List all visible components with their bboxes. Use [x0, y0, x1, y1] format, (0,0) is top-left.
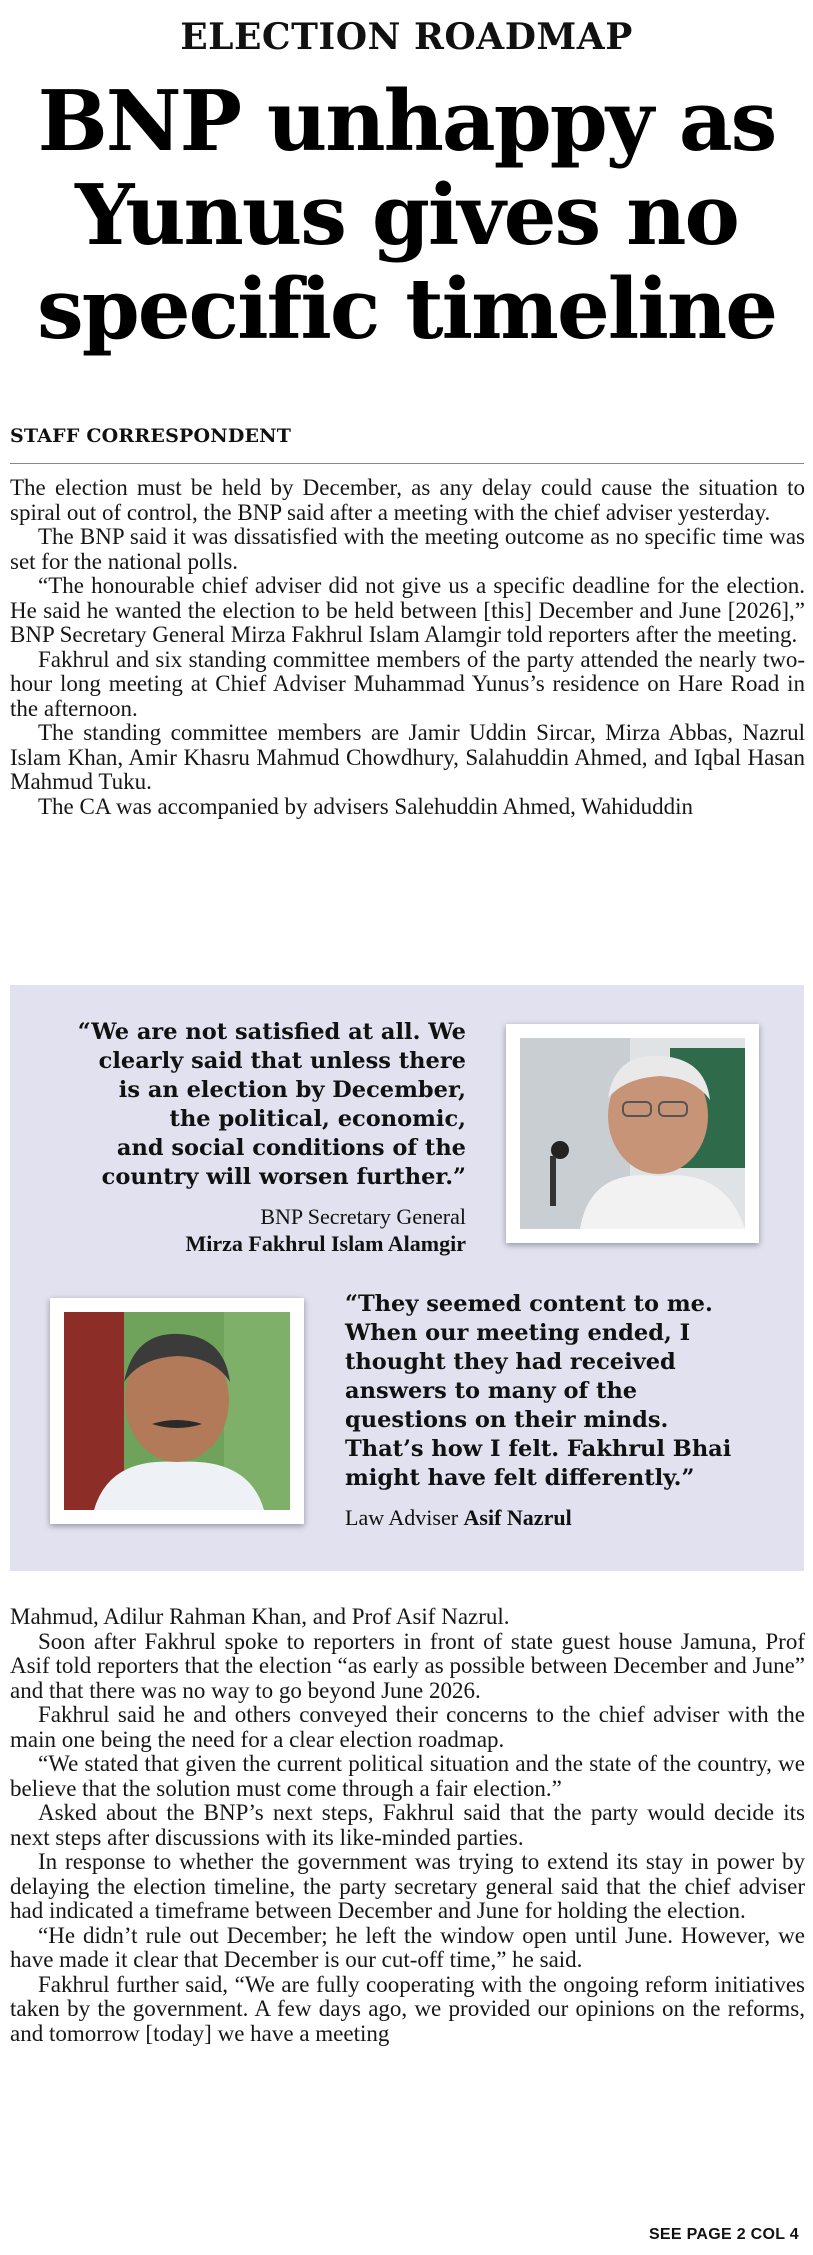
quote-line: “We are not satisfied at all. We: [77, 1019, 466, 1045]
paragraph: “The honourable chief adviser did not give us a specific deadline for the election. He said he wanted the election to be held between [this] December and June [2026],” BNP Secretary General Mirza Fakhrul Islam Alamgir told reporters after the meeting.: [10, 573, 805, 647]
byline-rule: [10, 463, 804, 464]
article-body-part1: [10, 476, 805, 819]
paragraph: Fakhrul and six standing committee members of the party attended the nearly two-hour long meeting at Chief Adviser Muhammad Yunus’s residence on Hare Road in the afternoon.: [10, 646, 805, 721]
headline-line: specific timeline: [36, 260, 777, 358]
portrait-asif-nazrul: [64, 1312, 290, 1510]
quote-line: is an election by December,: [118, 1077, 466, 1103]
quote-line: and social conditions of the: [116, 1135, 466, 1161]
paragraph: Fakhrul said he and others conveyed their concerns to the chief adviser with the main one being the need for a clear election roadmap.: [10, 1702, 805, 1752]
attribution-title: BNP Secretary General: [260, 1204, 466, 1229]
attribution-name: Mirza Fakhrul Islam Alamgir: [185, 1231, 466, 1256]
quote-line: That’s how I felt. Fakhrul Bhai: [345, 1436, 732, 1462]
paragraph: “We stated that given the current political situation and the state of the country, we believe that the solution must come through a fair election.”: [10, 1751, 805, 1801]
continued-jump-line[interactable]: SEE PAGE 2 COL 4: [648, 2226, 799, 2243]
quote-asif-nazrul: [345, 1290, 800, 1493]
paragraph: Asked about the BNP’s next steps, Fakhrul said that the party would decide its next steps after discussions with its like-minded parties.: [10, 1800, 805, 1850]
quote-line: clearly said that unless there: [98, 1048, 466, 1074]
paragraph: Soon after Fakhrul spoke to reporters in front of state guest house Jamuna, Prof Asif told reporters that the election “as early as possible between December and June” and that there was no way to go beyond June 2026.: [10, 1628, 805, 1703]
paragraph: In response to whether the government was trying to extend its stay in power by delaying the election timeline, the party secretary general said that the chief adviser had indicated a timeframe between December and June for holding the election.: [10, 1849, 805, 1923]
kicker: ELECTION ROADMAP: [180, 16, 633, 58]
headline-line: BNP unhappy as: [37, 72, 776, 170]
paragraph: The BNP said it was dissatisfied with the meeting outcome as no specific time was set for the national polls.: [10, 524, 805, 574]
paragraph: “He didn’t rule out December; he left the window open until June. However, we have made it clear that December is our cut-off time,” he said.: [10, 1922, 805, 1972]
quote-line: might have felt differently.”: [345, 1465, 695, 1491]
attribution-name: Asif Nazrul: [463, 1505, 572, 1530]
photo-fakhrul: [506, 1024, 759, 1243]
paragraph: Mahmud, Adilur Rahman Khan, and Prof Asif Nazrul.: [10, 1604, 510, 1629]
headline-line: Yunus gives no: [75, 166, 738, 264]
headline: [0, 74, 813, 356]
quote-line: When our meeting ended, I: [345, 1320, 691, 1346]
paragraph: Fakhrul further said, “We are fully cooperating with the ongoing reform initiatives taken by the government. A few days ago, we provided our opinions on the reforms, and tomorrow [today] we have a meeting: [10, 1971, 805, 2046]
quote-fakhrul-attribution: [30, 1203, 466, 1257]
byline: STAFF CORRESPONDENT: [10, 425, 292, 447]
article-body-part2: [10, 1605, 805, 2046]
portrait-fakhrul: [520, 1038, 745, 1229]
paragraph: The standing committee members are Jamir Uddin Sircar, Mirza Abbas, Nazrul Islam Khan, Amir Khasru Mahmud Chowdhury, Salahuddin Ahmed, and Iqbal Hasan Mahmud Tuku.: [10, 720, 805, 794]
quote-line: “They seemed content to me.: [345, 1291, 713, 1317]
quote-line: thought they had received: [345, 1349, 676, 1375]
quote-fakhrul: [30, 1018, 466, 1192]
paragraph: The CA was accompanied by advisers Salehuddin Ahmed, Wahiduddin: [38, 793, 694, 819]
attribution-title: Law Adviser: [345, 1505, 459, 1530]
quote-line: the political, economic,: [169, 1106, 466, 1132]
photo-asif-nazrul: [50, 1298, 304, 1524]
quote-line: answers to many of the: [345, 1378, 638, 1404]
quote-asif-nazrul-attribution: [345, 1505, 572, 1531]
quote-line: country will worsen further.”: [101, 1164, 466, 1190]
paragraph: The election must be held by December, as any delay could cause the situation to spiral out of control, the BNP said after a meeting with the chief adviser yesterday.: [10, 475, 805, 525]
quote-line: questions on their minds.: [345, 1407, 669, 1433]
